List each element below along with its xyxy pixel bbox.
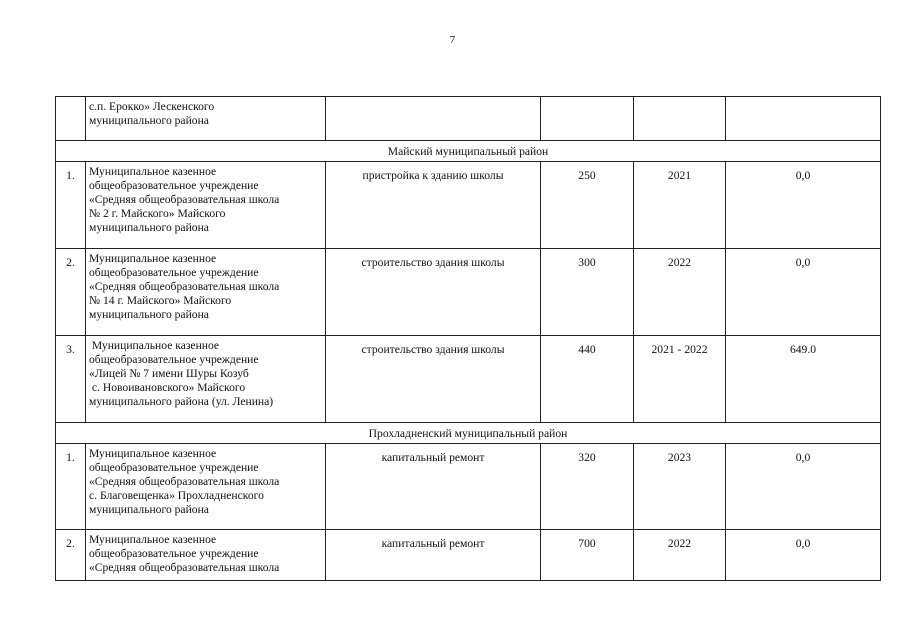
page-number: 7 [449, 34, 456, 46]
table-row [56, 97, 881, 141]
school-name-line: с.п. Ерокко» Лескенского [89, 100, 215, 113]
school-name-line: «Средняя общеобразовательная школа [89, 561, 280, 574]
row-number: 1. [56, 162, 86, 249]
year: 2021 - 2022 [634, 336, 726, 423]
school-name [86, 336, 326, 423]
school-name-line: Муниципальное казенное [89, 252, 217, 265]
capacity [541, 97, 634, 141]
school-name-line: с. Благовещенка» Прохладненского [89, 489, 264, 502]
year: 2021 [634, 162, 726, 249]
school-name-line: № 14 г. Майского» Майского [89, 294, 232, 307]
capacity: 250 [541, 162, 634, 249]
work-type: строительство здания школы [326, 249, 541, 336]
school-name-line: муниципального района [89, 221, 209, 234]
school-name-line: с. Новоивановского» Майского [89, 381, 246, 394]
year: 2023 [634, 444, 726, 530]
school-name-line: № 2 г. Майского» Майского [89, 207, 226, 220]
table-row [56, 530, 881, 581]
school-name-line: муниципального района (ул. Ленина) [89, 395, 274, 408]
school-name-line: общеобразовательное учреждение [89, 179, 259, 192]
amount: 0,0 [726, 162, 881, 249]
work-type [326, 97, 541, 141]
school-name [86, 97, 326, 141]
school-name-line: Муниципальное казенное [89, 165, 217, 178]
section-header-row [56, 423, 881, 444]
amount: 0,0 [726, 444, 881, 530]
school-name-line: общеобразовательное учреждение [89, 461, 259, 474]
year: 2022 [634, 249, 726, 336]
school-name-line: Муниципальное казенное [89, 339, 220, 352]
table-row [56, 162, 881, 249]
school-name-line: муниципального района [89, 503, 209, 516]
school-name-line: общеобразовательное учреждение [89, 266, 259, 279]
work-type: пристройка к зданию школы [326, 162, 541, 249]
section-title: Майский муниципальный район [56, 141, 881, 162]
capacity: 700 [541, 530, 634, 581]
year [634, 97, 726, 141]
row-number: 2. [56, 530, 86, 581]
school-name-line: общеобразовательное учреждение [89, 547, 259, 560]
capacity: 440 [541, 336, 634, 423]
school-name [86, 249, 326, 336]
section-header-row [56, 141, 881, 162]
amount: 649.0 [726, 336, 881, 423]
school-name-line: общеобразовательное учреждение [89, 353, 259, 366]
school-name-line: Муниципальное казенное [89, 447, 217, 460]
work-type: строительство здания школы [326, 336, 541, 423]
schools-table [55, 96, 881, 581]
table-row [56, 444, 881, 530]
amount: 0,0 [726, 530, 881, 581]
table-row [56, 249, 881, 336]
school-name-line: муниципального района [89, 308, 209, 321]
capacity: 300 [541, 249, 634, 336]
school-name-line: «Средняя общеобразовательная школа [89, 280, 280, 293]
school-name-line: муниципального района [89, 114, 209, 127]
school-name [86, 444, 326, 530]
capacity: 320 [541, 444, 634, 530]
row-number: 3. [56, 336, 86, 423]
table-row [56, 336, 881, 423]
row-number: 2. [56, 249, 86, 336]
school-name [86, 530, 326, 581]
work-type: капитальный ремонт [326, 444, 541, 530]
row-number [56, 97, 86, 141]
amount: 0,0 [726, 249, 881, 336]
school-name-line: «Средняя общеобразовательная школа [89, 193, 280, 206]
school-name-line: «Лицей № 7 имени Шуры Козуб [89, 367, 249, 380]
school-name [86, 162, 326, 249]
work-type: капитальный ремонт [326, 530, 541, 581]
section-title: Прохладненский муниципальный район [56, 423, 881, 444]
year: 2022 [634, 530, 726, 581]
row-number: 1. [56, 444, 86, 530]
amount [726, 97, 881, 141]
school-name-line: Муниципальное казенное [89, 533, 217, 546]
school-name-line: «Средняя общеобразовательная школа [89, 475, 280, 488]
